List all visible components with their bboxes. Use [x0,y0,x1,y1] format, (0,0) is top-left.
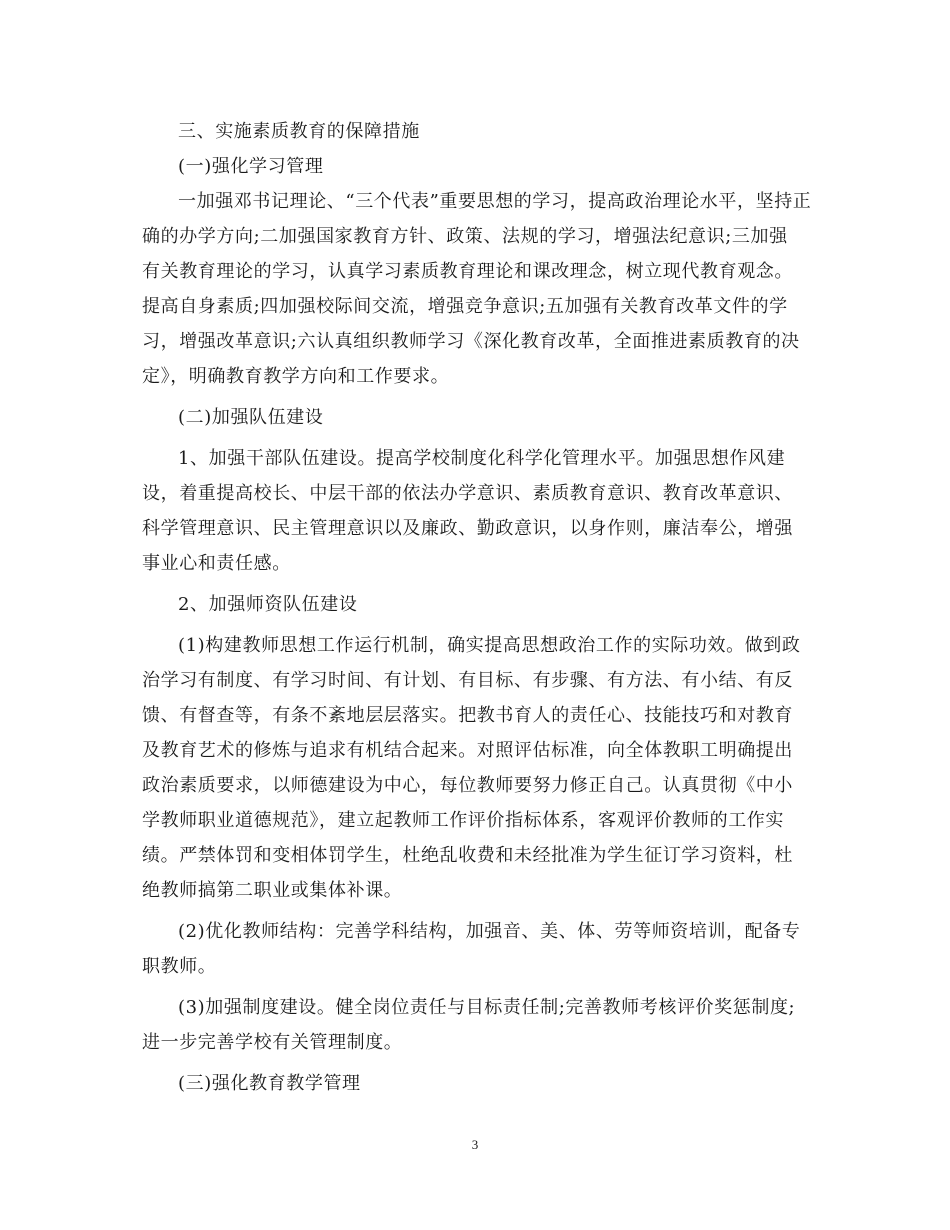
paragraph-line: 确的办学方向;二加强国家教育方针、政策、法规的学习，增强法纪意识;三加强 [142,226,788,247]
paragraph-line: 职教师。 [142,956,217,977]
paragraph-line: (3)加强制度建设。健全岗位责任与目标责任制;完善教师考核评价奖惩制度; [178,997,796,1018]
paragraph-line: 政治素质要求，以师德建设为中心，每位教师要努力修正自己。认真贯彻《中小 [142,775,793,796]
paragraph-line: (2)优化教师结构：完善学科结构，加强音、美、体、劳等师资培训，配备专 [178,921,801,942]
paragraph-line: 一加强邓书记理论、“三个代表”重要思想的学习，提高政治理论水平，坚持正 [178,191,812,212]
paragraph-line: 设，着重提高校长、中层干部的依法办学意识、素质教育意识、教育改革意识、 [142,483,793,504]
section-heading: 三、实施素质教育的保障措施 [178,121,420,142]
paragraph-line: 绩。严禁体罚和变相体罚学生，杜绝乱收费和未经批准为学生征订学习资料，杜 [142,845,793,866]
page-number: 3 [471,1137,479,1152]
paragraph-line: 1、加强干部队伍建设。提高学校制度化科学化管理水平。加强思想作风建 [178,448,786,469]
paragraph-line: 学教师职业道德规范》，建立起教师工作评价指标体系，客观评价教师的工作实 [142,810,784,831]
subsection-heading: 2、加强师资队伍建设 [178,594,358,615]
subsection-heading: (一)强化学习管理 [178,156,324,177]
paragraph-line: 绝教师搞第二职业或集体补课。 [142,880,403,901]
paragraph-line: 事业心和责任感。 [142,553,291,574]
paragraph-line: 进一步完善学校有关管理制度。 [142,1032,403,1053]
subsection-heading: (二)加强队伍建设 [178,407,324,428]
paragraph-line: 提高自身素质;四加强校际间交流，增强竞争意识;五加强有关教育改革文件的学 [142,296,788,317]
document-body [142,114,810,1101]
paragraph-line: 习，增强改革意识;六认真组织教师学习《深化教育改革，全面推进素质教育的决 [142,331,800,352]
subsection-heading: (三)强化教育教学管理 [178,1073,361,1094]
paragraph-line: 科学管理意识、民主管理意识以及廉政、勤政意识，以身作则，廉洁奉公，增强 [142,518,793,539]
paragraph-line: 有关教育理论的学习，认真学习素质教育理论和课改理念，树立现代教育观念。 [142,261,793,282]
paragraph-line: 馈、有督查等，有条不紊地层层落实。把教书育人的责任心、技能技巧和对教育 [142,705,793,726]
paragraph-line: 定》，明确教育教学方向和工作要求。 [142,366,450,387]
paragraph-line: 及教育艺术的修炼与追求有机结合起来。对照评估标准，向全体教职工明确提出 [142,740,793,761]
paragraph-line: (1)构建教师思想工作运行机制，确实提高思想政治工作的实际功效。做到政 [178,635,801,656]
paragraph-line: 治学习有制度、有学习时间、有计划、有目标、有步骤、有方法、有小结、有反 [142,670,793,691]
